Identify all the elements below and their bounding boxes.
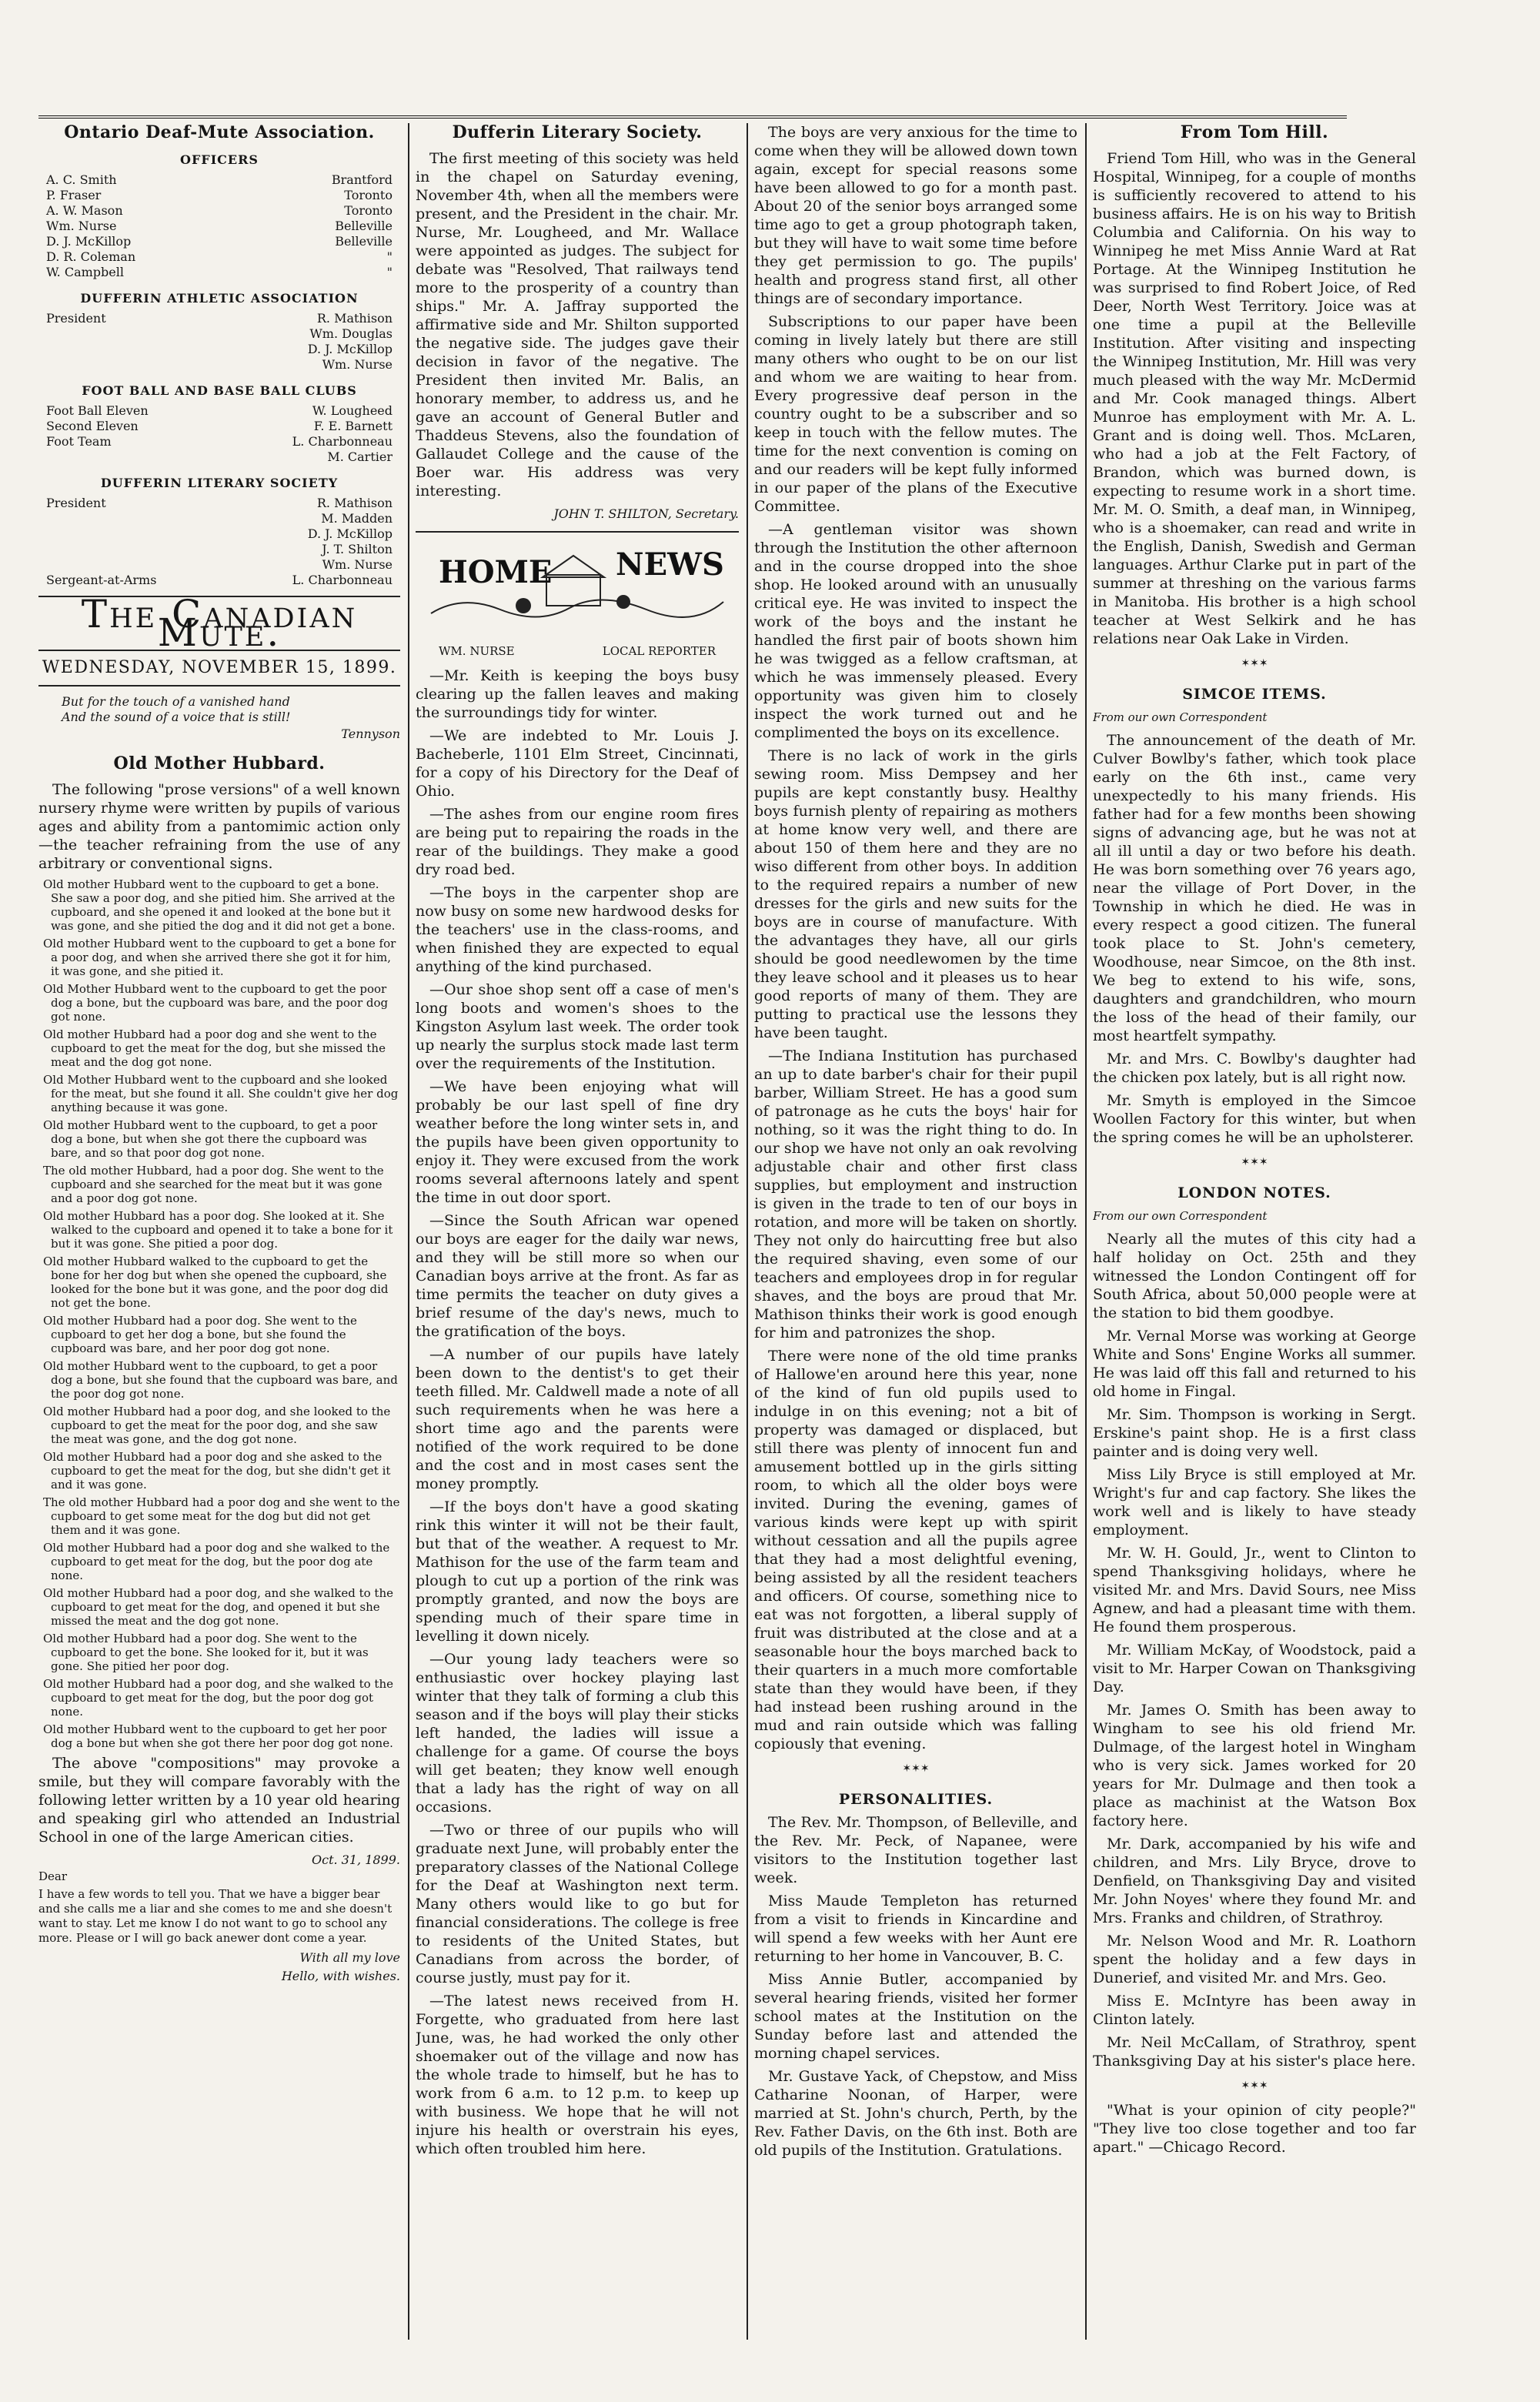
- hubbard-version: Old mother Hubbard went to the cupboard to get a bone. She saw a poor dog, and she pitied him. She arrived at the cupboard, and she opened it and looked at the bone but it was gone, and she pitied the dog and it did not get a bone.: [43, 877, 396, 933]
- simcoe-item: Mr. and Mrs. C. Bowlby's daughter had the chicken pox lately, but is all right now.: [1093, 1051, 1416, 1086]
- roster-row: [38, 357, 400, 372]
- hubbard-version: Old mother Hubbard had a poor dog, and she walked to the cupboard to get meat for the dog, but the poor dog got none.: [43, 1677, 393, 1719]
- roster-row: [38, 449, 400, 465]
- london-byline: From our own Correspondent: [1093, 1209, 1268, 1223]
- london-item: Mr. W. H. Gould, Jr., went to Clinton to spend Thanksgiving holidays, where he visited Mr. and Mrs. David Sours, nee Miss Agnew, and had a pleasant time with them. He found them prosperous.: [1093, 1545, 1416, 1635]
- news-item: —The boys in the carpenter shop are now busy on some new hardwood desks for the teachers' use in the class-rooms, and when finished they are expected to equal anything of the kind purchased.: [416, 884, 739, 975]
- london-item: Mr. James O. Smith has been away to Wingham to see his old friend Mr. Dulmage, of the largest hotel in Wingham who is very sick. James worked for 20 years for Mr. Dulmage and then took a place as machinist at the Watson Box factory here.: [1093, 1702, 1416, 1829]
- masthead: The Canadian Mute.: [81, 592, 358, 655]
- roster-name: Belleville: [335, 234, 393, 249]
- simcoe-item: Mr. Smyth is employed in the Simcoe Woollen Factory for this winter, but when the spring comes he will be an upholsterer.: [1093, 1092, 1416, 1146]
- section-ornament: ✶✶✶: [1241, 2080, 1268, 2092]
- roster-row: [38, 526, 400, 542]
- london-title: LONDON NOTES.: [1178, 1184, 1331, 1201]
- london-item: Miss Lily Bryce is still employed at Mr. Wright's fur and cap factory. She likes the work well and is likely to have steady employment.: [1093, 1466, 1416, 1538]
- roster-name: Brantford: [331, 172, 393, 187]
- roster-row: [38, 403, 400, 419]
- news-item: —The ashes from our engine room fires are being put to repairing the roads in the rear of the buildings. They make a good dry road bed.: [416, 806, 739, 878]
- london-item: Mr. Vernal Morse was working at George White and Sons' Engine Works all summer. He was laid off this fall and returned to his old home in Fingal.: [1093, 1328, 1416, 1400]
- newspaper-page: [38, 123, 1416, 2347]
- roster-role: D. R. Coleman: [46, 249, 136, 264]
- london-item: Mr. William McKay, of Woodstock, paid a visit to Mr. Harper Cowan on Thanksgiving Day.: [1093, 1642, 1416, 1695]
- section-ornament: ✶✶✶: [1241, 657, 1268, 670]
- literary-society-title: Dufferin Literary Society.: [452, 123, 703, 142]
- news-item: —Mr. Keith is keeping the boys busy clearing up the fallen leaves and making the surroundings tidy for winter.: [416, 667, 739, 721]
- hubbard-version: Old mother Hubbard had a poor dog. She went to the cupboard to get her dog a bone, but she found the cupboard was bare, and her poor dog got none.: [43, 1314, 357, 1355]
- literary-list: [38, 496, 400, 588]
- divider: [416, 531, 739, 533]
- officers-list: [38, 172, 400, 280]
- roster-row: [38, 203, 400, 219]
- news-item: —We are indebted to Mr. Louis J. Bacheberle, 1101 Elm Street, Cincinnati, for a copy of his Directory for the Deaf of Ohio.: [416, 727, 739, 800]
- home-news-illustration: [416, 540, 739, 640]
- personalities-title: PERSONALITIES.: [838, 1791, 994, 1808]
- news-item: There is no lack of work in the girls sewing room. Miss Dempsey and her pupils are kept constantly busy. Healthy boys furnish plenty of repairing as mothers at home know very well, and there are about 150 of them here and they are no wiso different from other boys. In addition to the required repairs a number of new dresses for the girls and new suits for the boys are in course of manufacture. With the advantages they have, all our girls should be good needlewomen by the time they leave school and it pleases us to hear good reports of many of them. They are putting to practical use the lessons they have been taught.: [754, 747, 1077, 1041]
- roster-name: Belleville: [335, 219, 393, 233]
- roster-name: R. Mathison: [316, 311, 393, 326]
- letter-signoff: With all my love: [299, 1950, 400, 1965]
- london-item: Mr. Neil McCallam, of Strathroy, spent Thanksgiving Day at his sister's place here.: [1093, 2034, 1416, 2070]
- top-rule: [38, 115, 1347, 119]
- roster-role: P. Fraser: [46, 188, 102, 202]
- athletic-list: [38, 311, 400, 372]
- roster-row: [38, 172, 400, 188]
- news-item: —Two or three of our pupils who will graduate next June, will probably enter the preparatory classes of the National College for the Deaf at Washington next term. Many others would like to go but for financial considerations. The college is free to residents of the United States, but Canadians from across the border, of course justly, must pay for it.: [416, 1822, 739, 1986]
- roster-row: [38, 511, 400, 526]
- letter-date: Oct. 31, 1899.: [311, 1852, 400, 1867]
- roster-name: J. T. Shilton: [322, 542, 393, 556]
- news-item: —A gentleman visitor was shown through the Institution the other afternoon and in the course dropped into the shoe shop. He looked around with an unusually critical eye. He was invited to inspect the work of the boys and the instant he handled the first pair of boots shown him he was twigged as a fellow craftsman, at which he was immensely pleased. Every opportunity was given him to closely inspect the work turned out and he complimented the boys on its excellence.: [754, 521, 1077, 741]
- news-item: —If the boys don't have a good skating rink this winter it will not be their fault, but that of the weather. A request to Mr. Mathison for the use of the farm team and plough to cut up a portion of the rink was promptly granted, and now the boys are spending much of their spare time in levelling it down nicely.: [416, 1498, 739, 1645]
- hubbard-version: Old mother Hubbard has a poor dog. She looked at it. She walked to the cupboard and opened it to take a bone for it but it was gone. She pitied a poor dog.: [43, 1209, 393, 1251]
- roster-row: [38, 557, 400, 573]
- london-list: [1093, 1230, 1416, 2070]
- roster-name: R. Mathison: [316, 496, 393, 510]
- hubbard-version: Old Mother Hubbard went to the cupboard and she looked for the meat, but she found it all. She couldn't give her dog anything because it was gone.: [43, 1073, 399, 1114]
- roster-name: Toronto: [344, 203, 393, 218]
- football-list: [38, 403, 400, 465]
- roster-role: Foot Team: [46, 434, 112, 449]
- london-item: Mr. Sim. Thompson is working in Sergt. Erskine's paint shop. He is a first class painter and is doing very well.: [1093, 1406, 1416, 1460]
- simcoe-list: [1093, 731, 1416, 1147]
- simcoe-title: SIMCOE ITEMS.: [1182, 686, 1327, 703]
- news-item: —Our young lady teachers were so enthusiastic over hockey playing last winter that they talk of forming a club this season and if the boys will play their sticks left handed, the ladies will issue a challenge for a game. Of course the boys will get beaten; they know well enough that a lady has the right of way on all occasions.: [416, 1651, 739, 1816]
- roster-row: [38, 311, 400, 326]
- column-2: [416, 123, 739, 2340]
- hubbard-version: Old mother Hubbard had a poor dog and she went to the cupboard to get the meat for the dog, but she missed the meat and the dog got none.: [43, 1027, 386, 1069]
- letter-signoff: Hello, with wishes.: [281, 1969, 400, 1983]
- roster-row: [38, 219, 400, 234]
- personality-item: Miss Annie Butler, accompanied by several hearing friends, visited her former school mates at the Institution on the Sunday before last and attended the morning chapel services.: [754, 1971, 1077, 2062]
- hubbard-version: The old mother Hubbard, had a poor dog. She went to the cupboard and she searched for the meat but it was gone and a poor dog got none.: [43, 1164, 384, 1205]
- roster-name: L. Charbonneau: [292, 573, 393, 587]
- roster-name: M. Madden: [321, 511, 393, 526]
- roster-role: A. C. Smith: [46, 172, 117, 187]
- athletic-heading: DUFFERIN ATHLETIC ASSOCIATION: [80, 291, 359, 306]
- column-4: [1093, 123, 1416, 2340]
- personality-item: The Rev. Mr. Thompson, of Belleville, and the Rev. Mr. Peck, of Napanee, were visitors to the Institution together last week.: [754, 1814, 1077, 1886]
- london-item: Mr. Nelson Wood and Mr. R. Loathorn spent the holiday and a few days in Dunerief, and visited Mr. and Mrs. Geo.: [1093, 1933, 1416, 1986]
- hubbard-version: Old mother Hubbard went to the cupboard, to get a poor dog a bone, but she found that the cupboard was bare, and the poor dog got none.: [43, 1359, 398, 1401]
- hubbard-version: Old mother Hubbard had a poor dog, and she looked to the cupboard to get the meat for the poor dog, and she saw the meat was gone, and the dog got none.: [43, 1405, 391, 1446]
- roster-name: Wm. Nurse: [322, 557, 393, 572]
- epigraph-line: And the sound of a voice that is still!: [62, 710, 291, 724]
- news-item: —A number of our pupils have lately been down to the dentist's to get their teeth filled. Mr. Caldwell made a note of all such requirements when he was here a short time ago and the parents were notified of the work required to be done and the cost and in most cases sent the money promptly.: [416, 1346, 739, 1492]
- tom-hill-title: From Tom Hill.: [1180, 123, 1329, 142]
- closing-quote: "What is your opinion of city people?" "They live too close together and too far apart." —Chicago Record.: [1093, 2102, 1416, 2156]
- epigraph-line: But for the touch of a vanished hand: [62, 694, 290, 709]
- hubbard-version: Old mother Hubbard had a poor dog, and she walked to the cupboard to get meat for the dog, and opened it but she missed the meat and the dog got none.: [43, 1586, 393, 1628]
- epigraph-author: Tennyson: [341, 727, 400, 741]
- roster-row: [38, 234, 400, 249]
- roster-row: [38, 496, 400, 511]
- roster-row: [38, 342, 400, 357]
- roster-role: Foot Ball Eleven: [46, 403, 149, 418]
- letter-salutation: Dear: [38, 1869, 68, 1883]
- roster-row: [38, 542, 400, 557]
- hubbard-version: Old mother Hubbard walked to the cupboard to get the bone for her dog but when she opened the cupboard, she looked for the bone but it was gone, and the poor dog did not get the bone.: [43, 1254, 389, 1310]
- closing-paragraph: The above "compositions" may provoke a smile, but they will compare favorably with the following letter written by a 10 year old hearing and speaking girl who attended an Industrial School in one of the large American cities.: [38, 1755, 400, 1846]
- home-news-banner: [416, 540, 739, 640]
- simcoe-item: The announcement of the death of Mr. Culver Bowlby's father, which took place early on the 6th inst., came very unexpectedly to his many friends. His father had for a few months been showing signs of advancing age, but he was not at all ill until a day or two before his death. He was born something over 76 years ago, near the village of Port Dover, in the Township in which he died. He was in every respect a good citizen. The funeral took place to St. John's cemetery, Woodhouse, near Simcoe, on the 8th inst. We beg to extend to his wife, sons, daughters and grandchildren, who mourn the loss of the head of their family, our most heartfelt sympathy.: [1093, 732, 1416, 1044]
- reporter-label: LOCAL REPORTER: [602, 644, 716, 658]
- banner-home: HOME: [439, 554, 553, 590]
- roster-row: [38, 265, 400, 280]
- column-1: [38, 123, 400, 2340]
- personality-item: Miss Maude Templeton has returned from a visit to friends in Kincardine and will spend a few weeks with her Aunt ere returning to her home in Vancouver, B. C.: [754, 1893, 1077, 1965]
- officers-heading: OFFICERS: [180, 152, 259, 167]
- roster-name: D. J. McKillop: [307, 342, 393, 356]
- roster-role: President: [46, 496, 106, 510]
- hubbard-version: Old mother Hubbard had a poor dog. She went to the cupboard to get the bone. She looked for it, but it was gone. She pitied her poor dog.: [43, 1632, 369, 1673]
- news-item: The boys are very anxious for the time to come when they will be allowed down town again, except for special reasons some have been allowed to go for a month past. About 20 of the senior boys arranged some time ago to get a group photograph taken, but they will have to wait some time before they get permission to go. The pupils' health and progress stand first, all other things are of secondary importance.: [754, 124, 1077, 307]
- personalities-list: [754, 1813, 1077, 2160]
- roster-row: [38, 249, 400, 265]
- football-heading: FOOT BALL AND BASE BALL CLUBS: [82, 383, 357, 398]
- column-divider: [408, 123, 409, 2340]
- literary-heading: DUFFERIN LITERARY SOCIETY: [100, 476, 339, 490]
- home-news-list: [416, 666, 739, 2158]
- hubbard-version: Old mother Hubbard went to the cupboard, to get a poor dog a bone, but when she got there the cupboard was bare, and so that poor dog got none.: [43, 1118, 378, 1160]
- roster-row: [38, 434, 400, 449]
- column-divider: [1085, 123, 1087, 2340]
- roster-role: President: [46, 311, 106, 326]
- news-item: —The latest news received from H. Forgette, who graduated from here last June, was, he had worked the only other shoemaker out of the village and now has the whole trade to himself, but he has to work from 6 a.m. to 12 p.m. to keep up with business. We hope that he will not injure his health or overstrain his eyes, which often troubled him here.: [416, 1993, 739, 2157]
- roster-name: ": [386, 265, 393, 279]
- london-item: Nearly all the mutes of this city had a half holiday on Oct. 25th and they witnessed the London Contingent off for South Africa, about 50,000 people were at the station to bid them goodbye.: [1093, 1231, 1416, 1321]
- london-item: Miss E. McIntyre has been away in Clinton lately.: [1093, 1993, 1416, 2028]
- roster-name: Wm. Nurse: [322, 357, 393, 372]
- association-title: Ontario Deaf-Mute Association.: [64, 123, 375, 142]
- column-3-articles: [754, 123, 1077, 1753]
- hubbard-version: Old mother Hubbard had a poor dog and she asked to the cupboard to get the meat for the dog, but she didn't get it and it was gone.: [43, 1450, 391, 1492]
- roster-name: L. Charbonneau: [292, 434, 393, 449]
- column-divider: [747, 123, 748, 2340]
- banner-news: NEWS: [616, 546, 724, 583]
- roster-name: W. Lougheed: [312, 403, 393, 418]
- secretary-signature: JOHN T. SHILTON, Secretary.: [553, 506, 739, 521]
- roster-role: D. J. McKillop: [46, 234, 132, 249]
- editor-name: WM. NURSE: [439, 644, 515, 658]
- news-item: There were none of the old time pranks of Hallowe'en around here this year, none of the kind of fun old pupils used to indulge in on this evening; not a bit of property was damaged or displaced, but still there was plenty of innocent fun and amusement bottled up in the girls sitting room, to which all the older boys were invited. During the evening, games of various kinds were kept up with spirit without cessation and all the pupils agree that they had a most delightful evening, being assisted by all the resident teachers and officers. Of course, something nice to eat was not forgotten, a liberal supply of fruit was distributed at the close and at a seasonable hour the boys marched back to their quarters in a much more comfortable state than they would have been, if they had instead been rushing around in the mud and rain outside which was falling copiously that evening.: [754, 1348, 1077, 1752]
- issue-date: WEDNESDAY, NOVEMBER 15, 1899.: [42, 658, 397, 677]
- news-item: —Our shoe shop sent off a case of men's long boots and women's shoes to the Kingston Asylum last week. The order took up nearly the surplus stock made last term over the requirements of the Institution.: [416, 981, 739, 1072]
- roster-row: [38, 326, 400, 342]
- roster-role: Second Eleven: [46, 419, 139, 433]
- hubbard-title: Old Mother Hubbard.: [113, 753, 326, 773]
- roster-name: ": [386, 249, 393, 264]
- news-item: —The Indiana Institution has purchased an up to date barber's chair for their pupil barber, William Street. He has a good sum of patronage as he cuts the boys' hair for nothing, so it was the right thing to do. In our shop we have not only an oak revolving adjustable chair and other first class supplies, but employment and instruction is given in the trade to ten of our boys in rotation, and more will be taken on shortly. They not only do haircutting free but also the required shaving, even some of our teachers and employees drop in for regular shaves, and the boys are proud that Mr. Mathison thinks their work is good enough for him and patronizes the shop.: [754, 1047, 1077, 1341]
- letter-body: I have a few words to tell you. That we have a bigger bear and she calls me a liar and she comes to me and she doesn't want to stay. Let me know I do not want to go to school any more. Please or I will go back anewer dont come a year.: [38, 1887, 393, 1945]
- hubbard-version: Old Mother Hubbard went to the cupboard to get the poor dog a bone, but the cupboard was bare, and the poor dog got none.: [43, 982, 389, 1024]
- roster-role: Sergeant-at-Arms: [46, 573, 157, 587]
- section-ornament: ✶✶✶: [902, 1762, 930, 1775]
- roster-row: [38, 419, 400, 434]
- news-item: —Since the South African war opened our boys are eager for the daily war news, and they will be still more so when our Canadian boys arrive at the front. As far as time permits the teacher on duty gives a brief resume of the day's news, much to the gratification of the boys.: [416, 1212, 739, 1340]
- hubbard-version: Old mother Hubbard went to the cupboard to get a bone for a poor dog, and when she arrived there she got it for him, it was gone, and she pitied it.: [43, 937, 396, 978]
- roster-role: Wm. Nurse: [46, 219, 117, 233]
- roster-name: F. E. Barnett: [313, 419, 393, 433]
- roster-name: M. Cartier: [327, 449, 393, 464]
- reporter-line: [416, 642, 739, 660]
- divider: [38, 685, 400, 687]
- london-item: Mr. Dark, accompanied by his wife and children, and Mrs. Lily Bryce, drove to Denfield, on Thanksgiving Day and visited Mr. John Noyes' where they found Mr. and Mrs. Franks and children, of Strathroy.: [1093, 1836, 1416, 1926]
- news-item: —We have been enjoying what will probably be our last spell of fine dry weather before the long winter sets in, and the pupils have been given opportunity to enjoy it. They were excused from the work rooms several afternoons lately and spent the time in out door sport.: [416, 1078, 739, 1206]
- roster-row: [38, 573, 400, 588]
- roster-role: A. W. Mason: [46, 203, 123, 218]
- literary-society-report: The first meeting of this society was held in the chapel on Saturday evening, November 4th, when all the members were present, and the President in the chair. Mr. Nurse, Mr. Lougheed, and Mr. Wallace were appointed as judges. The subject for debate was "Resolved, That railways tend more to the prosperity of a country than ships." Mr. A. Jaffray supported the affirmative side and Mr. Shilton supported the negative side. The judges gave their decision in favor of the negative. The President then invited Mr. Balis, an honorary member, to address us, and he gave an account of General Butler and Thaddeus Stevens, also the foundation of Gallaudet College and the cause of the Boer war. His address was very interesting.: [416, 150, 739, 499]
- news-item: Subscriptions to our paper have been coming in lively lately but there are still many others who ought to be on our list and whom we are waiting to hear from. Every progressive deaf person in the country ought to be a subscriber and so keep in touch with the fellow mutes. The time for the next convention is coming on and our readers will be kept fully informed in our paper of the plans of the Executive Committee.: [754, 313, 1077, 515]
- personality-item: Mr. Gustave Yack, of Chepstow, and Miss Catharine Noonan, of Harper, were married at St. John's church, Perth, by the Rev. Father Davis, on the 6th inst. Both are old pupils of the Institution. Gratulations.: [754, 2068, 1077, 2159]
- simcoe-byline: From our own Correspondent: [1093, 710, 1268, 724]
- roster-name: Wm. Douglas: [309, 326, 393, 341]
- hubbard-version: Old mother Hubbard had a poor dog and she walked to the cupboard to get meat for the dog, but the poor dog ate none.: [43, 1541, 390, 1582]
- roster-role: W. Campbell: [46, 265, 124, 279]
- verses-list: [38, 877, 400, 1750]
- roster-row: [38, 188, 400, 203]
- hubbard-version: Old mother Hubbard went to the cupboard to get her poor dog a bone but when she got there her poor dog got none.: [43, 1722, 393, 1750]
- column-3: [754, 123, 1077, 2340]
- tom-hill-article: Friend Tom Hill, who was in the General Hospital, Winnipeg, for a couple of months is sufficiently recovered to attend to his business affairs. He is on his way to British Columbia and California. On his way to Winnipeg he met Miss Annie Ward at Rat Portage. At the Winnipeg Institution he was surprised to find Robert Joice, of Red Deer, North West Territory. Joice was at one time a pupil at the Belleville Institution. After visiting and inspecting the Winnipeg Institution, Mr. Hill was very much pleased with the way Mr. McDermid and Mr. Cook managed things. Albert Munroe has employment with Mr. A. L. Grant and is doing well. Thos. McLaren, who had a job at the Felt Factory, of Brandon, which was burned down, is expecting to resume work in a short time. Mr. M. O. Smith, a deaf man, in Winnipeg, who is a shoemaker, can read and write in the English, Danish, Swedish and German languages. Arthur Clarke put in part of the summer at threshing on the various farms in Manitoba. His brother is a high school teacher at West Selkirk and he has relations near Oak Lake in Virden.: [1093, 150, 1416, 647]
- roster-name: D. J. McKillop: [307, 526, 393, 541]
- section-ornament: ✶✶✶: [1241, 1156, 1268, 1168]
- hubbard-version: The old mother Hubbard had a poor dog and she went to the cupboard to get some meat for the dog but did not get them and it was gone.: [43, 1495, 400, 1537]
- roster-name: Toronto: [344, 188, 393, 202]
- hubbard-intro: The following "prose versions" of a well known nursery rhyme were written by pupils of various ages and ability from a pantomimic action only—the teacher refraining from the use of any arbitrary or conventional signs.: [38, 781, 400, 872]
